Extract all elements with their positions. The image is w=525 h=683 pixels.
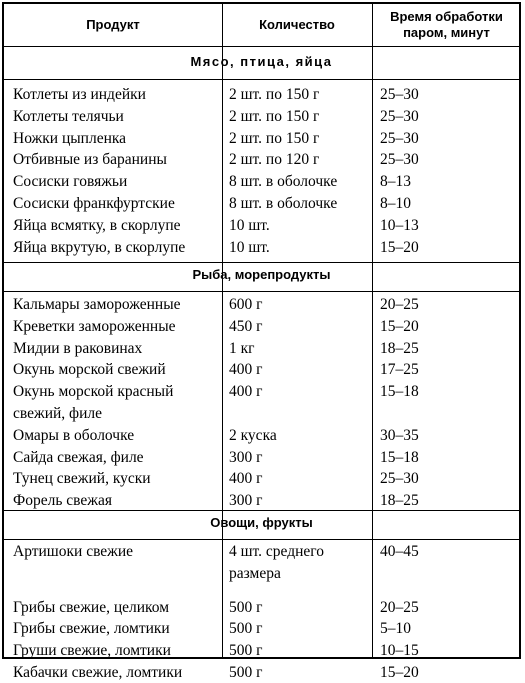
cell-quantity: 4 шт. среднего [229,543,325,560]
cell-time: 25–30 [380,129,419,147]
cell-quantity: 500 г [229,642,263,660]
cell-quantity: 2 куска [229,426,277,444]
cell-product: Котлеты телячьи [13,107,124,125]
cell-time: 15–18 [380,383,419,401]
cell-product: Креветки замороженные [13,317,176,335]
cell-time: 40–45 [380,543,419,560]
cell-time: 18–25 [380,339,419,357]
cell-product: Мидии в раковинах [13,339,143,357]
section-title: Рыба, морепродукты [192,267,331,282]
cell-quantity: 400 г [229,470,263,488]
cell-quantity: 2 шт. по 150 г [229,107,320,125]
cell-time: 18–25 [380,492,419,510]
header-product: Продукт [86,17,140,32]
cell-product: Артишоки свежие [13,543,134,560]
section-title: Овощи, фрукты [210,515,313,530]
cell-time: 10–13 [380,216,419,234]
row-divider [4,46,519,47]
section-title: Мясо, птица, яйца [190,54,333,69]
cell-product: Кальмары замороженные [13,296,181,313]
cell-time: 15–20 [380,238,419,256]
cell-product: Окунь морской красный [13,383,174,401]
cell-product: Омары в оболочке [13,426,135,444]
cell-quantity: 2 шт. по 150 г [229,86,320,103]
header-time [372,9,521,41]
row-divider [4,262,519,263]
cell-product: свежий, филе [13,405,102,422]
cell-time: 15–20 [380,664,419,681]
cell-product: Сосиски франкфуртские [13,195,175,212]
cell-quantity: 300 г [229,448,263,466]
cell-time: 15–20 [380,317,419,335]
header-time-line2: паром, минут [403,25,490,40]
cell-product: Груши свежие, ломтики [13,642,171,660]
row-divider [4,79,519,80]
cell-quantity: 10 шт. [229,238,270,256]
cell-product: Котлеты из индейки [13,86,146,103]
cell-time: 25–30 [380,86,419,103]
header-time-line1: Время обработки [390,9,503,24]
cell-quantity: 500 г [229,598,263,616]
row-divider [4,539,519,540]
cell-product: Грибы свежие, целиком [13,598,170,616]
cell-quantity: 600 г [229,296,263,313]
cell-quantity: 500 г [229,620,263,638]
cell-time: 17–25 [380,361,419,379]
cell-product: Отбивные из баранины [13,151,167,169]
cell-quantity: 2 шт. по 150 г [229,129,320,147]
cell-time: 8–13 [380,173,411,191]
cell-time: 15–18 [380,448,419,466]
cell-product: Сайда свежая, филе [13,448,144,466]
cell-quantity: размера [229,564,281,582]
cell-product: Тунец свежий, куски [13,470,151,488]
cell-time: 30–35 [380,426,419,444]
cell-quantity: 2 шт. по 120 г [229,151,320,169]
row-divider [4,291,519,292]
column-divider [372,4,373,657]
cell-time: 20–25 [380,598,419,616]
cell-quantity: 500 г [229,664,263,681]
cell-product: Кабачки свежие, ломтики [13,664,183,681]
cell-product: Форель свежая [13,492,113,510]
steaming-table [2,2,521,681]
cell-quantity: 10 шт. [229,216,270,234]
cell-quantity: 450 г [229,317,263,335]
cell-product: Яйца всмятку, в скорлупе [13,216,181,234]
cell-product: Грибы свежие, ломтики [13,620,170,638]
cell-product: Ножки цыпленка [13,129,127,147]
cell-quantity: 400 г [229,361,263,379]
row-divider [4,510,519,511]
header-quantity: Количество [259,17,335,32]
column-divider [222,4,223,657]
cell-product: Сосиски говяжьи [13,173,128,191]
cell-quantity: 1 кг [229,339,255,357]
cell-time: 25–30 [380,107,419,125]
cell-product: Яйца вкрутую, в скорлупе [13,238,186,256]
cell-time: 25–30 [380,470,419,488]
cell-time: 8–10 [380,195,411,212]
cell-quantity: 300 г [229,492,263,510]
cell-quantity: 8 шт. в оболочке [229,195,338,212]
cell-product: Окунь морской свежий [13,361,166,379]
cell-time: 10–15 [380,642,419,660]
cell-time: 20–25 [380,296,419,313]
cell-time: 25–30 [380,151,419,169]
cell-quantity: 400 г [229,383,263,401]
cell-time: 5–10 [380,620,411,638]
cell-quantity: 8 шт. в оболочке [229,173,338,191]
